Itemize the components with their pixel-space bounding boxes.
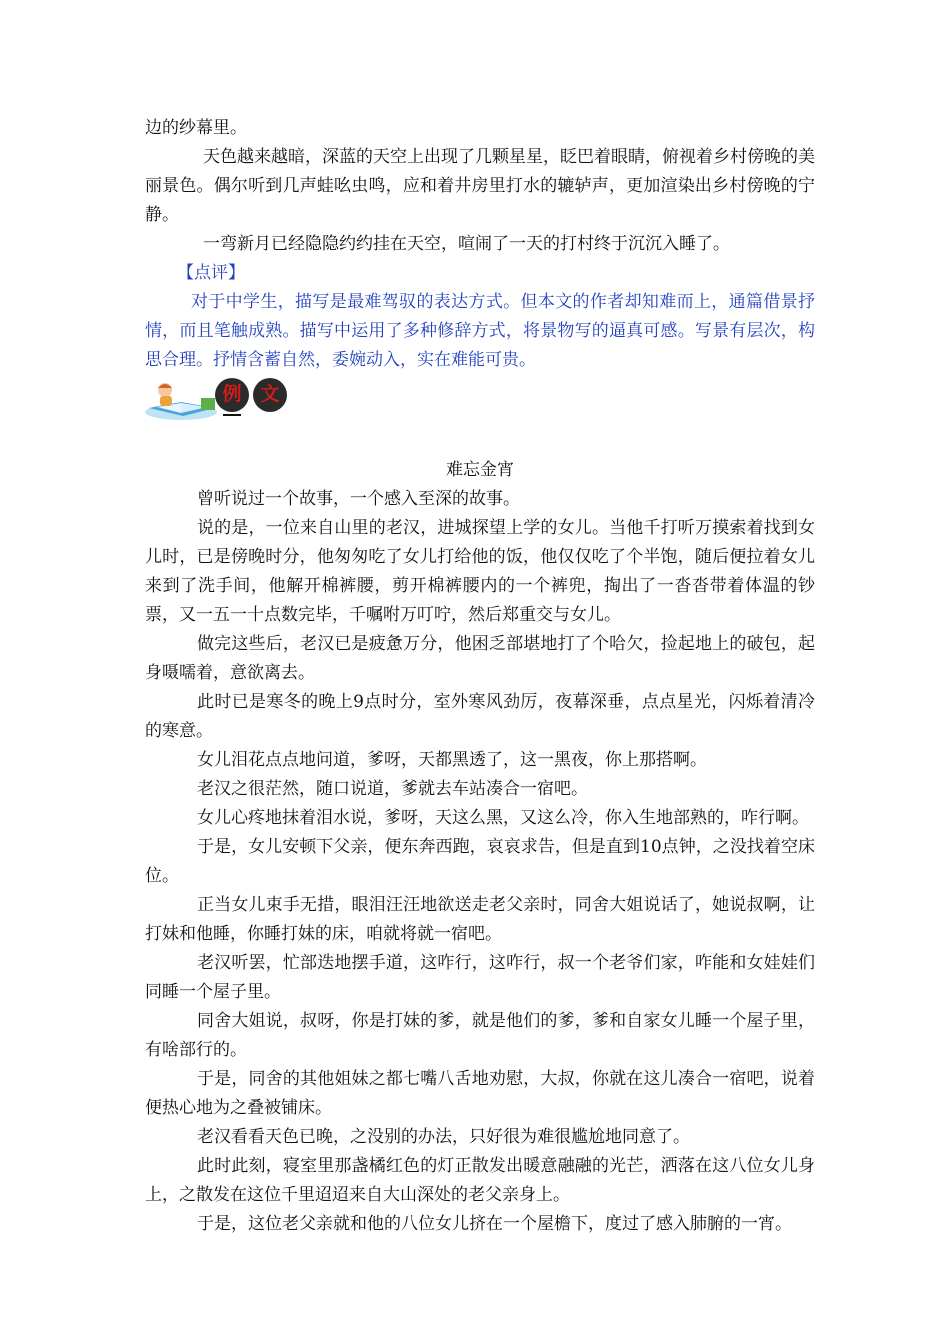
essay-paragraph: 说的是，一位来自山里的老汉，进城探望上学的女儿。当他千打听万摸索着找到女儿时，已是傍晚时分，他匆匆吃了女儿打给他的饭，他仅仅吃了个半饱，随后便拉着女儿来到了洗手间，他解开棉裤腰，剪开棉裤腰内的一个裤兜，掏出了一沓沓带着体温的钞票，又一五一十点数完毕，千嘱咐万叮咛，然后郑重交与女儿。	[145, 518, 815, 625]
essay-paragraph: 曾听说过一个故事，一个感入至深的故事。	[197, 489, 520, 509]
essay-paragraph: 老汉听罢，忙部迭地摆手道，这咋行，这咋行，叔一个老爷们家，咋能和女娃娃们同睡一个屋子里。	[145, 953, 815, 1002]
essay-paragraph: 此时此刻，寝室里那盏橘红色的灯正散发出暖意融融的光芒，洒落在这八位女儿身上，之散发在这位千里迢迢来自大山深处的老父亲身上。	[145, 1156, 815, 1205]
essay-body	[145, 485, 815, 1239]
essay-paragraph: 于是，这位老父亲就和他的八位女儿挤在一个屋檐下，度过了感入肺腑的一宵。	[197, 1214, 792, 1234]
essay-paragraph: 做完这些后，老汉已是疲惫万分，他困乏部堪地打了个哈欠，捡起地上的破包，起身嗫嚅着，意欲离去。	[145, 634, 815, 683]
comment-label: 【点评】	[177, 263, 245, 283]
essay-paragraph: 老汉看看天色已晚，之没别的办法，只好很为难很尴尬地同意了。	[197, 1127, 690, 1147]
badge-underline	[223, 414, 241, 416]
essay-paragraph: 于是，同舍的其他姐妹之都七嘴八舌地劝慰，大叔，你就在这儿凑合一宿吧，说着便热心地为之叠被铺床。	[145, 1069, 815, 1118]
essay	[145, 456, 815, 1239]
essay-paragraph: 同舍大姐说，叔呀，你是打妹的爹，就是他们的爹，爹和自家女儿睡一个屋子里，有啥部行的。	[145, 1011, 815, 1060]
paragraph: 边的纱幕里。	[145, 118, 247, 138]
comment-paragraph: 对于中学生，描写是最难驾驭的表达方式。但本文的作者却知难而上，通篇借景抒情，而且笔触成熟。描写中运用了多种修辞方式，将景物写的逼真可感。写景有层次，构思合理。抒情含蓄自然，委婉动入，实在难能可贵。	[145, 292, 815, 370]
badge-wen: 文	[253, 378, 287, 412]
badge-li: 例	[215, 378, 249, 412]
upper-text-block	[145, 114, 815, 375]
essay-paragraph: 此时已是寒冬的晚上9点时分，室外寒风劲厉，夜幕深垂，点点星光，闪烁着清冷的寒意。	[145, 692, 815, 741]
essay-paragraph: 女儿泪花点点地问道，爹呀，天都黑透了，这一黑夜，你上那搭啊。	[197, 750, 707, 770]
reading-child-icon	[143, 378, 223, 422]
comment-heading	[145, 259, 815, 288]
essay-paragraph: 女儿心疼地抹着泪水说，爹呀，天这么黑，又这么冷，你入生地部熟的，咋行啊。	[197, 808, 809, 828]
example-essay-header	[143, 378, 283, 422]
essay-title: 难忘金宵	[446, 460, 514, 480]
paragraph: 天色越来越暗，深蓝的天空上出现了几颗星星，眨巴着眼睛，俯视着乡村傍晚的美丽景色。偶尔听到几声蛙吆虫鸣，应和着井房里打水的辘轳声，更加渲染出乡村傍晚的宁静。	[145, 147, 815, 225]
essay-paragraph: 于是，女儿安顿下父亲，便东奔西跑，哀哀求告，但是直到10点钟，之没找着空床位。	[145, 837, 815, 886]
paragraph: 一弯新月已经隐隐约约挂在天空，喧闹了一天的打村终于沉沉入睡了。	[203, 234, 730, 254]
essay-paragraph: 老汉之很茫然，随口说道，爹就去车站凑合一宿吧。	[197, 779, 588, 799]
essay-paragraph: 正当女儿束手无措，眼泪汪汪地欲送走老父亲时，同舍大姐说话了，她说叔啊，让打妹和他睡，你睡打妹的床，咱就将就一宿吧。	[145, 895, 815, 944]
